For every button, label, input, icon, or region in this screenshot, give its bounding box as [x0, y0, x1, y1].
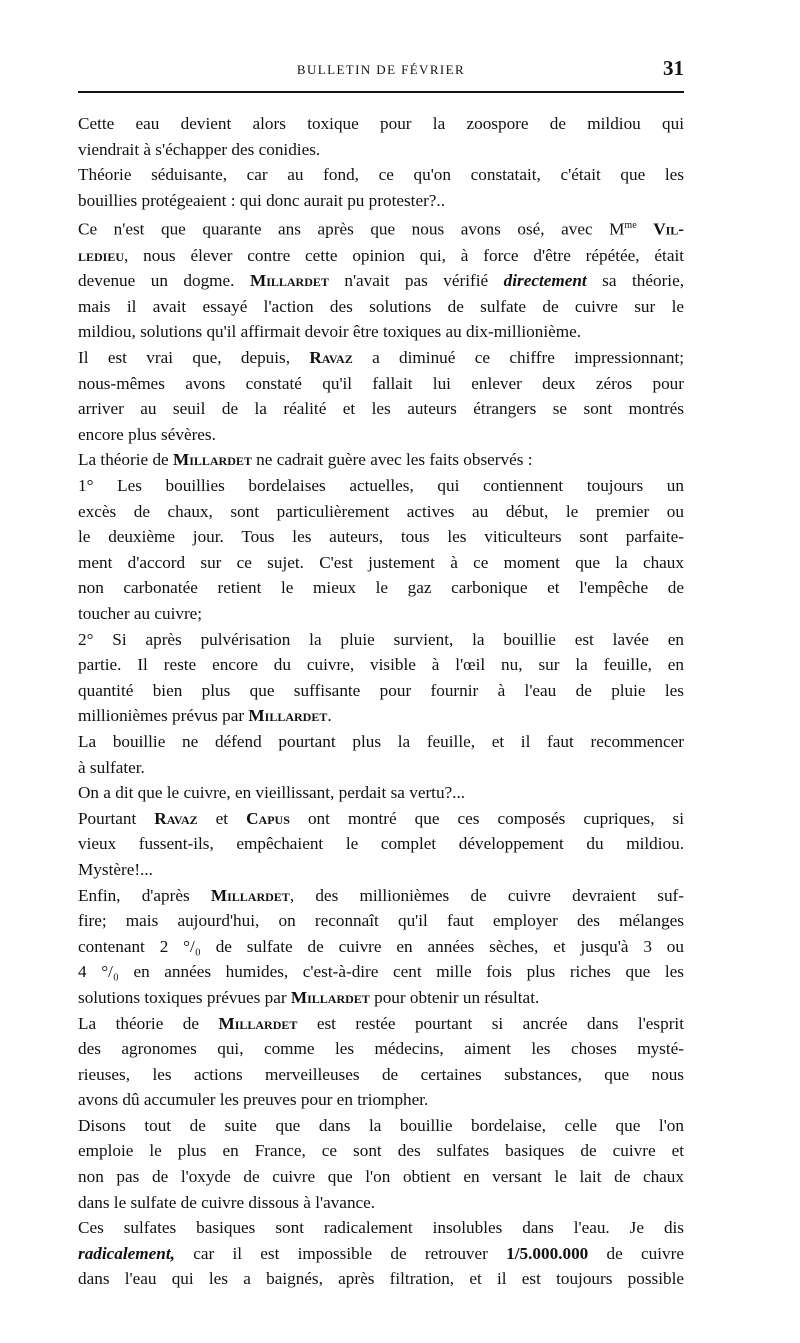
text-line: [78, 137, 684, 163]
text-run: Mystère!...: [78, 859, 153, 879]
text-line: [78, 755, 684, 781]
text-run: fire; mais aujourd'hui, on reconnaît qu'il faut employer des mélanges: [78, 911, 684, 931]
running-header: [78, 56, 684, 86]
text-line: [78, 627, 684, 653]
text-run: dans le sulfate de cuivre dissous à l'avance.: [78, 1192, 376, 1212]
text-line: [78, 447, 684, 473]
author-name: Millardet: [218, 1013, 298, 1033]
text-run: avons dû accumuler les preuves pour en triompher.: [78, 1090, 429, 1110]
text-line: [78, 243, 684, 269]
text-line: [78, 111, 684, 137]
page-number: 31: [663, 56, 684, 80]
text-run: vieux fussent-ils, empêchaient le complet développement du mildiou.: [78, 834, 684, 854]
text-run: Il est vrai que, depuis,: [78, 348, 310, 368]
text-run: 4 °/₀ en années humides, c'est-à-dire cent mille fois plus riches que les: [78, 962, 684, 982]
text-run: sa théorie,: [586, 271, 684, 291]
text-run: est restée pourtant si ancrée dans l'esprit: [297, 1013, 684, 1033]
text-line: [78, 908, 684, 934]
text-run: ne cadrait guère avec les faits observés :: [251, 450, 533, 470]
text-line: [78, 1036, 684, 1062]
text-line: [78, 1164, 684, 1190]
text-run: a diminué ce chiffre impressionnant;: [352, 348, 684, 368]
text-run: Cette eau devient alors toxique pour la zoospore de mildiou qui: [78, 114, 684, 133]
text-run: toucher au cuivre;: [78, 604, 203, 624]
text-line: [78, 188, 684, 214]
author-name: ledieu: [78, 245, 125, 265]
text-line: [78, 1087, 684, 1113]
text-run: de cuivre: [588, 1243, 684, 1263]
text-line: [78, 806, 684, 832]
text-run: La bouillie ne défend pourtant plus la feuille, et il faut recommencer: [78, 731, 684, 751]
text-line: [78, 831, 684, 857]
text-run: solutions toxiques prévues par: [78, 987, 291, 1007]
text-run: Ces sulfates basiques sont radicalement insolubles dans l'eau. Je dis: [78, 1218, 684, 1238]
text-line: [78, 213, 684, 242]
text-line: [78, 1011, 684, 1037]
text-line: [78, 575, 684, 601]
author-name: Capus: [246, 808, 290, 828]
author-name: Millardet: [248, 706, 328, 726]
running-title: BULLETIN DE FÉVRIER: [296, 62, 466, 77]
author-name: Ravaz: [154, 808, 198, 828]
text-run: emploie le plus en France, ce sont des sulfates basiques de cuivre et: [78, 1141, 684, 1161]
text-run: dans l'eau qui les a baignés, après filtration, et il est toujours possible: [78, 1269, 684, 1289]
text-run: , des millionièmes de cuivre devraient suf-: [289, 885, 684, 905]
header-rule: [78, 91, 684, 93]
text-line: [78, 959, 684, 985]
text-line: [78, 1138, 684, 1164]
author-name: Ravaz: [309, 348, 353, 368]
text-run: excès de chaux, sont particulièrement actives au début, le premier ou: [78, 501, 684, 521]
author-name: Millardet: [210, 885, 290, 905]
emphasis-text: 1/5.000.000: [506, 1243, 589, 1263]
text-line: [78, 524, 684, 550]
text-run: ont montré que ces composés cupriques, si: [289, 808, 685, 828]
text-line: [78, 601, 684, 627]
text-run: .: [327, 706, 332, 726]
text-run: non carbonatée retient le mieux le gaz carbonique et l'empêche de: [78, 578, 684, 598]
text-run: me: [624, 220, 637, 232]
author-name: Millardet: [249, 271, 329, 291]
text-run: partie. Il reste encore du cuivre, visible à l'œil nu, sur la feuille, en: [78, 655, 684, 675]
body-text: [78, 111, 684, 1292]
text-run: millionièmes prévus par: [78, 706, 249, 726]
text-line: [78, 319, 684, 345]
text-run: et: [197, 808, 247, 828]
text-run: car il est impossible de retrouver: [174, 1243, 507, 1263]
text-line: [78, 1241, 684, 1267]
text-line: [78, 678, 684, 704]
author-name: Millardet: [172, 450, 252, 470]
text-run: Pourtant: [78, 808, 155, 828]
text-line: [78, 857, 684, 883]
text-run: Disons tout de suite que dans la bouillie bordelaise, celle que l'on: [78, 1115, 684, 1135]
text-line: [78, 1113, 684, 1139]
text-run: ment d'accord sur ce sujet. C'est justement à ce moment que la chaux: [78, 552, 684, 572]
text-run: Ce n'est que quarante ans après que nous avons osé, avec M: [78, 220, 625, 240]
text-run: Enfin, d'après: [78, 885, 211, 905]
text-run: Théorie séduisante, car au fond, ce qu'on constatait, c'était que les: [78, 165, 684, 185]
text-run: quantité bien plus que suffisante pour fournir à l'eau de pluie les: [78, 680, 684, 700]
text-run: à sulfater.: [78, 757, 145, 777]
text-run: bouillies protégeaient : qui donc aurait pu protester?..: [78, 190, 446, 210]
text-line: [78, 422, 684, 448]
text-line: [78, 1215, 684, 1241]
text-line: [78, 703, 684, 729]
text-line: [78, 396, 684, 422]
text-run: contenant 2 °/₀ de sulfate de cuivre en années sèches, et jusqu'à 3 ou: [78, 936, 684, 956]
text-run: [637, 220, 654, 239]
emphasis-text: radicalement,: [78, 1243, 175, 1263]
text-run: devenue un dogme.: [78, 271, 250, 291]
text-line: [78, 985, 684, 1011]
text-run: rieuses, les actions merveilleuses de certaines substances, que nous: [78, 1064, 684, 1084]
text-run: On a dit que le cuivre, en vieillissant, perdait sa vertu?...: [78, 783, 466, 803]
text-line: [78, 883, 684, 909]
text-run: encore plus sévères.: [78, 424, 216, 444]
author-name: Vil-: [653, 220, 685, 240]
text-run: La théorie de: [78, 1013, 219, 1033]
text-line: [78, 1190, 684, 1216]
text-run: des agronomes qui, comme les médecins, aiment les choses mysté-: [78, 1039, 684, 1059]
text-run: le deuxième jour. Tous les auteurs, tous les viticulteurs sont parfaite-: [78, 527, 684, 547]
text-run: viendrait à s'échapper des conidies.: [78, 139, 321, 159]
text-line: [78, 473, 684, 499]
text-run: 1° Les bouillies bordelaises actuelles, qui contiennent toujours un: [78, 476, 684, 496]
text-run: La théorie de: [78, 450, 173, 470]
text-run: 2° Si après pulvérisation la pluie survient, la bouillie est lavée en: [78, 629, 684, 649]
text-line: [78, 652, 684, 678]
text-line: [78, 1266, 684, 1292]
text-line: [78, 294, 684, 320]
emphasis-text: directement: [503, 271, 587, 291]
text-line: [78, 550, 684, 576]
text-line: [78, 934, 684, 960]
text-run: mais il avait essayé l'action des solutions de sulfate de cuivre sur le: [78, 296, 684, 316]
text-line: [78, 345, 684, 371]
text-line: [78, 371, 684, 397]
text-line: [78, 268, 684, 294]
text-run: nous-mêmes avons constaté qu'il fallait lui enlever deux zéros pour: [78, 373, 684, 393]
author-name: Millardet: [290, 987, 370, 1007]
text-run: mildiou, solutions qu'il affirmait devoir être toxiques au dix-millionième.: [78, 322, 582, 342]
text-run: non pas de l'oxyde de cuivre que l'on obtient en versant le lait de chaux: [78, 1167, 684, 1187]
text-line: [78, 729, 684, 755]
text-line: [78, 162, 684, 188]
text-run: arriver au seuil de la réalité et les auteurs étrangers se sont montrés: [78, 399, 684, 419]
text-line: [78, 499, 684, 525]
text-run: , nous élever contre cette opinion qui, à force d'être répétée, était: [124, 245, 684, 265]
text-run: n'avait pas vérifié: [328, 271, 504, 291]
text-run: pour obtenir un résultat.: [369, 987, 540, 1007]
text-line: [78, 1062, 684, 1088]
text-line: [78, 780, 684, 806]
